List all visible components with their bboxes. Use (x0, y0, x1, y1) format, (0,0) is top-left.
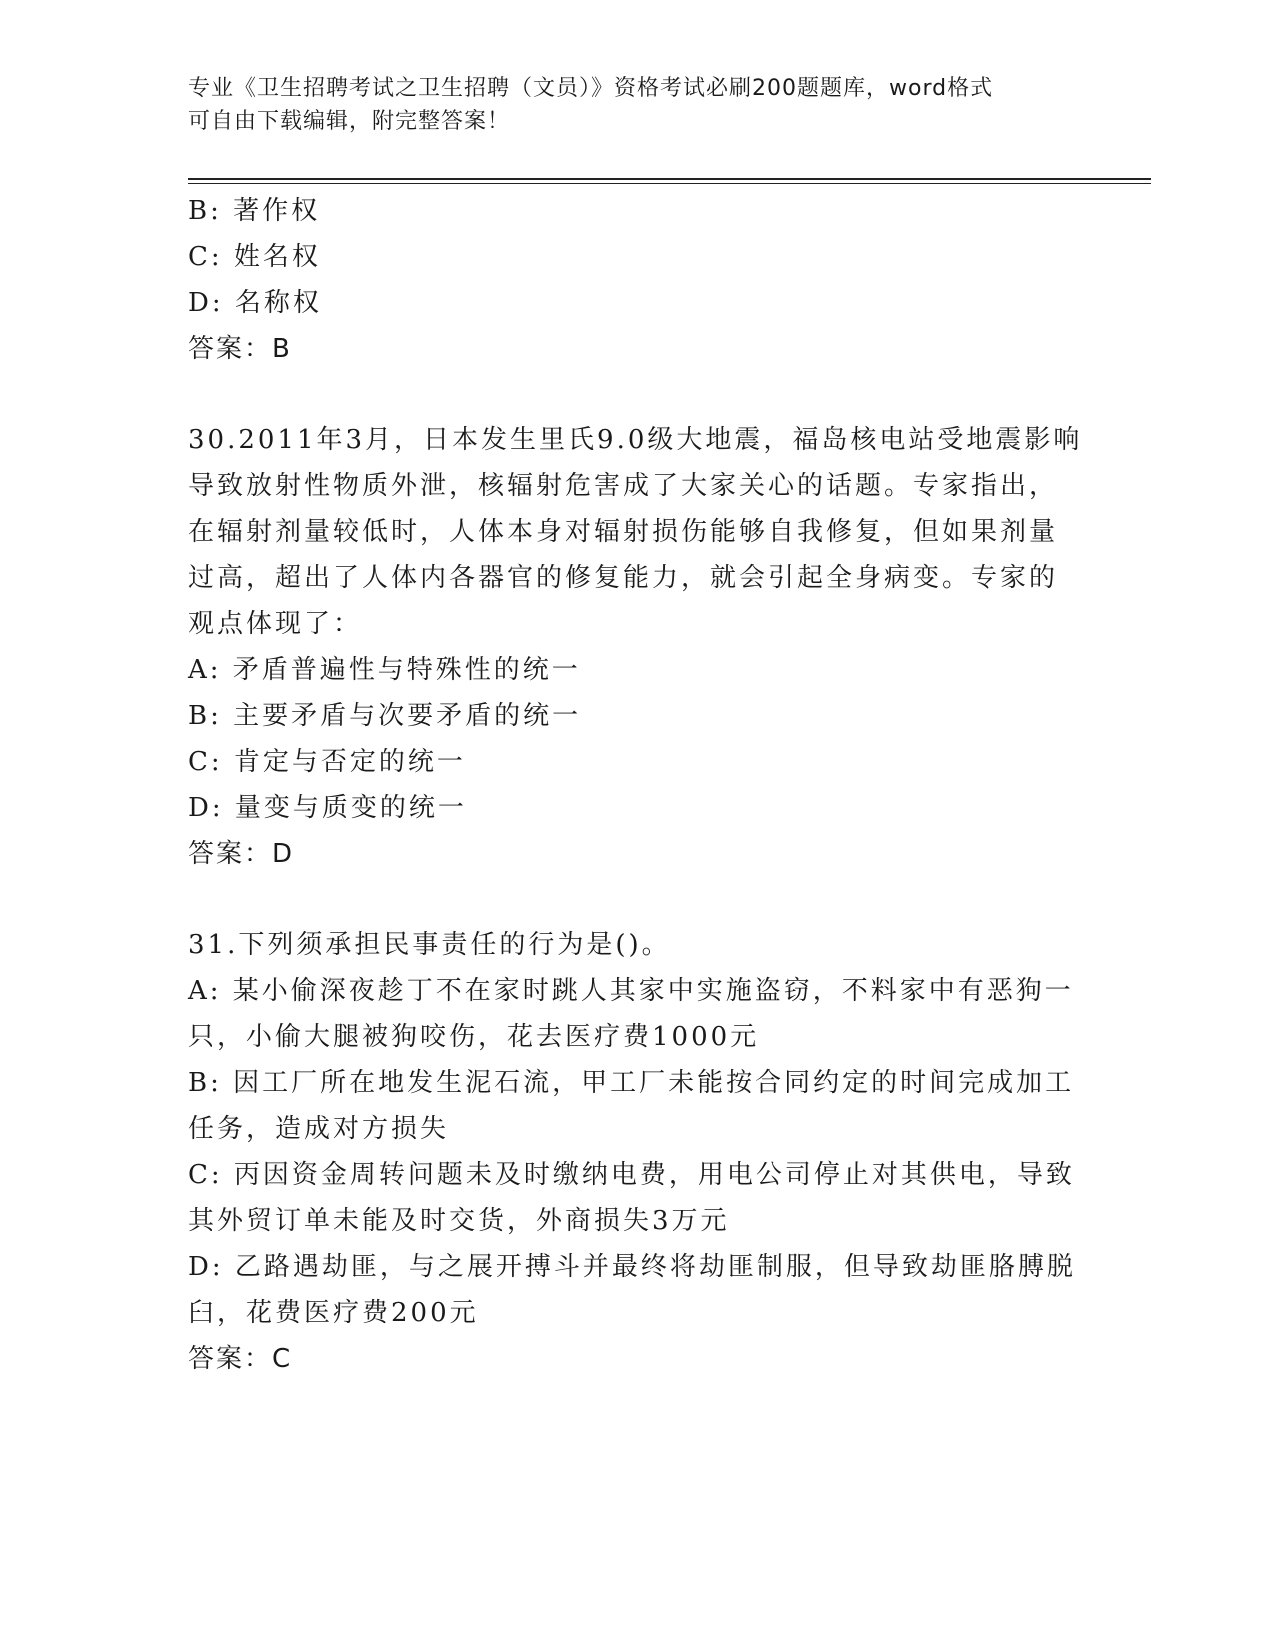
document-body (188, 188, 1088, 1382)
option-b: B: 著作权 (188, 196, 321, 226)
question-29-continued (188, 188, 1088, 372)
option-c: C: 姓名权 (188, 242, 321, 272)
question-stem: 在辐射剂量较低时，人体本身对辐射损伤能够自我修复，但如果剂量 (188, 517, 1059, 547)
question-stem: 观点体现了： (188, 609, 363, 639)
option-b: B: 因工厂所在地发生泥石流，甲工厂未能按合同约定的时间完成加工 (188, 1068, 1075, 1098)
question-31 (188, 922, 1088, 1382)
option-d: D: 量变与质变的统一 (188, 793, 467, 823)
header-rule-thick (188, 178, 1151, 180)
option-d: D: 名称权 (188, 288, 322, 318)
question-stem: 过高，超出了人体内各器官的修复能力，就会引起全身病变。专家的 (188, 563, 1059, 593)
header-rule-thin (188, 183, 1151, 184)
question-stem: 导致放射性物质外泄，核辐射危害成了大家关心的话题。专家指出， (188, 471, 1059, 501)
answer: 答案：D (188, 839, 295, 869)
option-d: D: 乙路遇劫匪，与之展开搏斗并最终将劫匪制服，但导致劫匪胳膊脱 (188, 1252, 1076, 1282)
option-b: B: 主要矛盾与次要矛盾的统一 (188, 701, 582, 731)
answer: 答案：C (188, 1344, 293, 1374)
option-b: 任务，造成对方损失 (188, 1114, 450, 1144)
option-c: C: 丙因资金周转问题未及时缴纳电费，用电公司停止对其供电，导致 (188, 1160, 1075, 1190)
answer: 答案：B (188, 334, 292, 364)
option-a: A: 矛盾普遍性与特殊性的统一 (188, 655, 581, 685)
document-header (188, 72, 1068, 138)
option-d: 臼，花费医疗费200元 (188, 1298, 479, 1328)
header-line-1: 专业《卫生招聘考试之卫生招聘（文员）》资格考试必刷200题题库，word格式 (188, 76, 994, 101)
option-c: C: 肯定与否定的统一 (188, 747, 466, 777)
header-line-2: 可自由下载编辑，附完整答案！ (188, 109, 511, 134)
option-c: 其外贸订单未能及时交货，外商损失3万元 (188, 1206, 730, 1236)
question-30 (188, 417, 1088, 877)
option-a: A: 某小偷深夜趁丁不在家时跳人其家中实施盗窃，不料家中有恶狗一 (188, 976, 1074, 1006)
question-stem: 30.2011年3月，日本发生里氏9.0级大地震，福岛核电站受地震影响 (188, 425, 1083, 455)
question-stem: 31.下列须承担民事责任的行为是()。 (188, 930, 671, 960)
option-a: 只，小偷大腿被狗咬伤，花去医疗费1000元 (188, 1022, 760, 1052)
